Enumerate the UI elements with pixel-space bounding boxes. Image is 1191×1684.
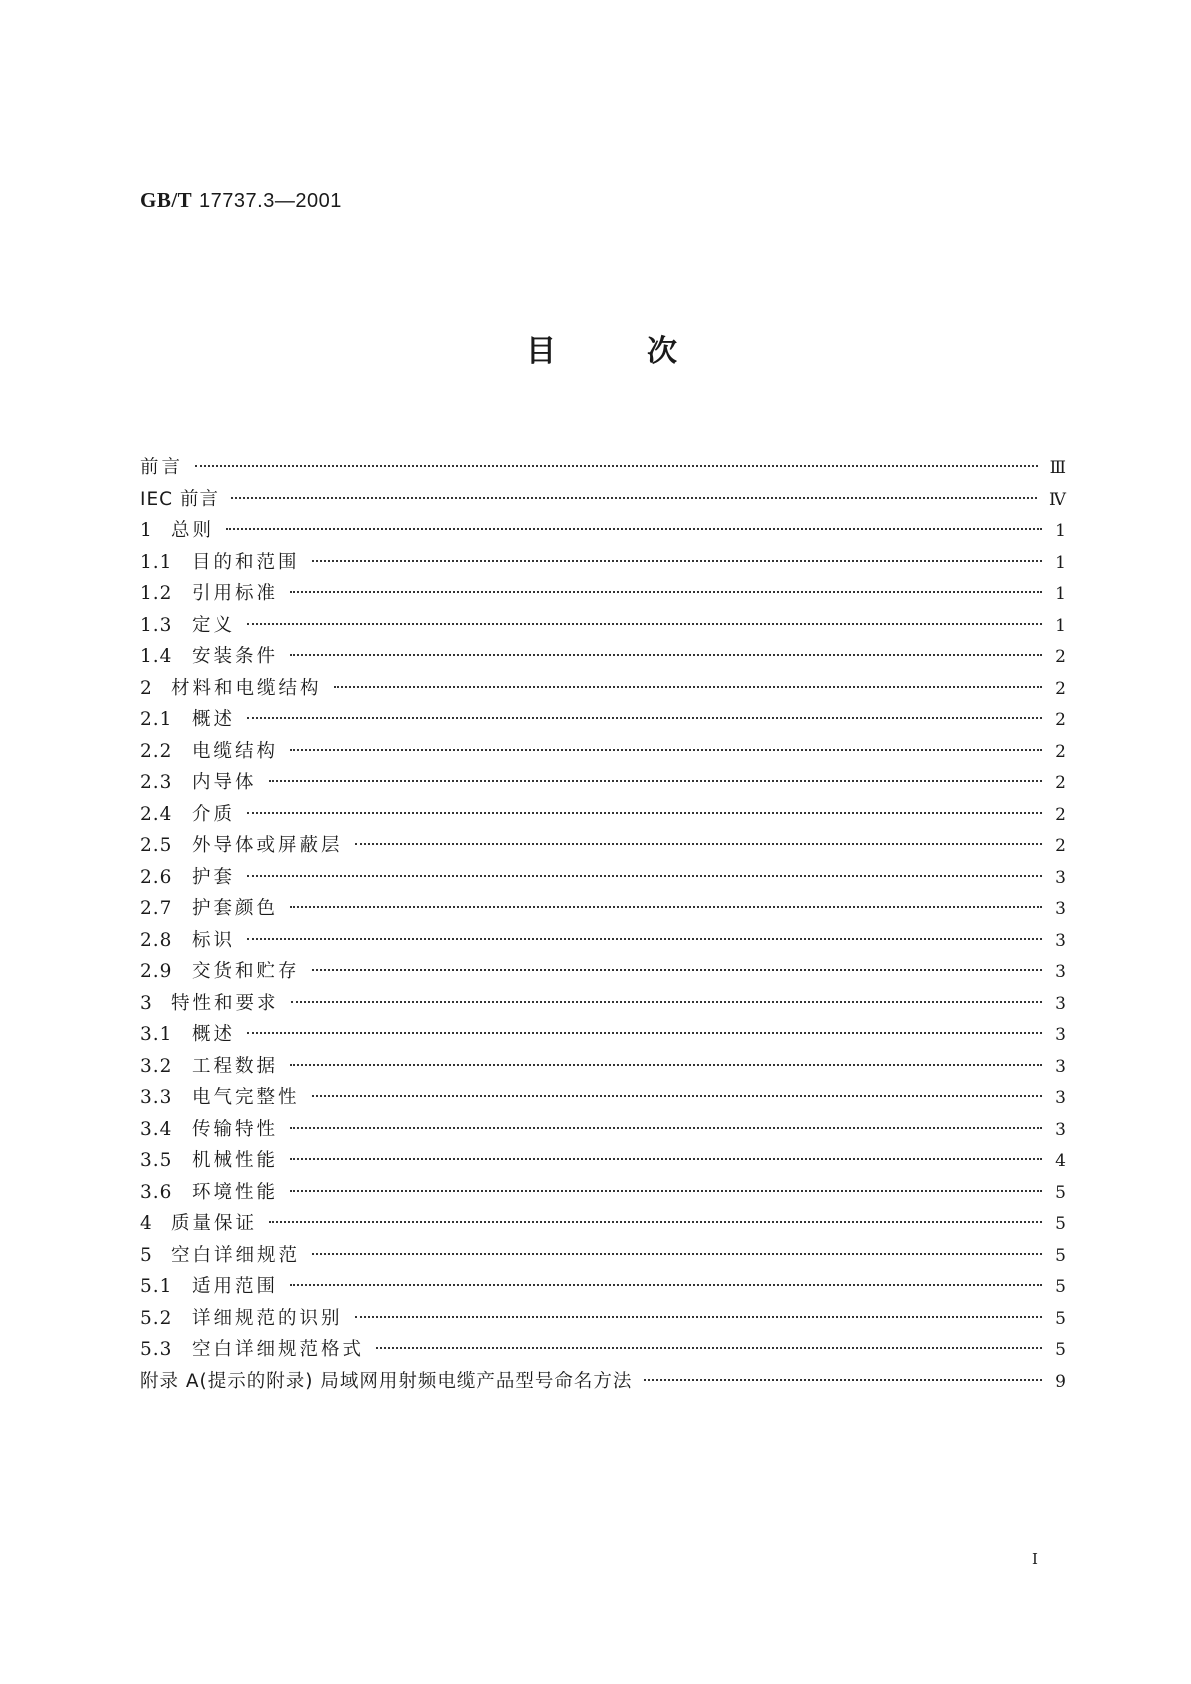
toc-dot-leader	[247, 875, 1042, 877]
toc-entry-page: 1	[1055, 552, 1066, 573]
toc-entry-page: 3	[1055, 1088, 1066, 1108]
toc-entry-page: 9	[1055, 1371, 1066, 1392]
toc-entry[interactable]	[140, 547, 1066, 579]
toc-entry-number: 2.8	[140, 929, 173, 951]
toc-entry[interactable]	[140, 862, 1066, 894]
toc-entry-number: 2.4	[140, 803, 173, 825]
toc-entry-label: 前言	[140, 457, 184, 478]
toc-dot-leader	[290, 1127, 1042, 1129]
toc-entry-number: 3	[140, 992, 153, 1014]
toc-entry-label: 特性和要求	[171, 992, 279, 1014]
toc-dot-leader	[644, 1379, 1042, 1381]
toc-entry-number: 1.2	[140, 583, 173, 604]
toc-entry-number: 4	[140, 1213, 153, 1234]
toc-entry[interactable]	[140, 830, 1066, 862]
toc-entry-page: 2	[1055, 710, 1066, 730]
toc-dot-leader	[247, 1032, 1042, 1034]
toc-entry-page: 1	[1055, 521, 1066, 541]
toc-dot-leader	[290, 749, 1042, 751]
toc-dot-leader	[312, 1253, 1042, 1255]
toc-entry[interactable]	[140, 641, 1066, 673]
toc-dot-leader	[312, 1095, 1042, 1097]
toc-entry[interactable]	[140, 1303, 1066, 1335]
toc-title-char-2: 次	[647, 334, 677, 369]
toc-dot-leader	[290, 1190, 1042, 1192]
toc-entry[interactable]	[140, 799, 1066, 831]
toc-entry-page: 1	[1055, 584, 1066, 604]
toc-dot-leader	[312, 969, 1042, 971]
toc-entry-label: 护套颜色	[192, 898, 279, 919]
toc-dot-leader	[247, 812, 1042, 814]
toc-entry[interactable]	[140, 956, 1066, 988]
toc-dot-leader	[269, 1221, 1042, 1223]
toc-entry-label: IEC 前言	[140, 488, 219, 510]
toc-entry-label: 目的和范围	[192, 551, 300, 573]
toc-entry-number: 1.3	[140, 614, 173, 636]
toc-entry-page: 2	[1055, 678, 1066, 699]
toc-entry-label: 适用范围	[192, 1276, 279, 1297]
toc-dot-leader	[231, 497, 1037, 499]
toc-entry-label: 标识	[192, 929, 236, 951]
toc-entry-page: 3	[1055, 1056, 1066, 1077]
toc-dot-leader	[290, 1158, 1042, 1160]
toc-entry-label: 外导体或屏蔽层	[192, 835, 343, 856]
toc-entry-label: 安装条件	[192, 646, 279, 667]
toc-entry[interactable]	[140, 988, 1066, 1020]
toc-dot-leader	[312, 560, 1042, 562]
toc-entry-label: 附录 A(提示的附录) 局域网用射频电缆产品型号命名方法	[140, 1370, 633, 1392]
toc-dot-leader	[195, 465, 1038, 467]
toc-entry-number: 1.4	[140, 646, 173, 667]
toc-entry-page: 5	[1055, 1340, 1066, 1360]
toc-entry-number: 5	[140, 1244, 153, 1266]
toc-entry[interactable]	[140, 1366, 1066, 1398]
toc-entry[interactable]	[140, 767, 1066, 799]
toc-entry-page: 2	[1055, 836, 1066, 856]
standard-code-prefix: GB/T	[140, 188, 193, 212]
toc-entry-number: 2.6	[140, 866, 173, 888]
toc-entry[interactable]	[140, 1177, 1066, 1209]
toc-entry-page: 5	[1055, 1214, 1066, 1234]
toc-entry[interactable]	[140, 1082, 1066, 1114]
toc-entry-page: 5	[1055, 1277, 1066, 1297]
toc-entry[interactable]	[140, 610, 1066, 642]
toc-entry-page: 3	[1055, 993, 1066, 1014]
toc-entry-label: 传输特性	[192, 1118, 279, 1140]
toc-entry-page: 3	[1055, 1025, 1066, 1045]
toc-entry-label: 护套	[192, 866, 236, 888]
standard-code	[140, 188, 342, 213]
toc-dot-leader	[334, 686, 1042, 688]
toc-entry-number: 2	[140, 677, 153, 699]
toc-entry-label: 电气完整性	[192, 1087, 300, 1108]
toc-entry-page: 3	[1055, 867, 1066, 888]
toc-dot-leader	[290, 1284, 1042, 1286]
toc-dot-leader	[226, 528, 1042, 530]
toc-entry-number: 3.4	[140, 1118, 173, 1140]
toc-dot-leader	[355, 843, 1042, 845]
toc-entry-page: 3	[1055, 962, 1066, 982]
toc-entry[interactable]	[140, 673, 1066, 705]
toc-dot-leader	[247, 938, 1042, 940]
toc-entry[interactable]	[140, 1240, 1066, 1272]
toc-entry-label: 材料和电缆结构	[171, 677, 322, 699]
toc-entry[interactable]	[140, 1208, 1066, 1240]
toc-dot-leader	[376, 1347, 1042, 1349]
toc-entry[interactable]	[140, 704, 1066, 736]
toc-entry-number: 3.5	[140, 1150, 173, 1171]
toc-entry-label: 总则	[171, 520, 215, 541]
toc-entry-label: 内导体	[192, 772, 257, 793]
toc-dot-leader	[247, 623, 1042, 625]
toc-entry-label: 定义	[192, 614, 236, 636]
toc-entry-number: 2.5	[140, 835, 173, 856]
toc-entry-page: 2	[1055, 773, 1066, 793]
toc-entry-label: 工程数据	[192, 1055, 279, 1077]
toc-entry-label: 概述	[192, 1024, 236, 1045]
toc-entry-label: 空白详细规范格式	[192, 1339, 365, 1360]
toc-entry-label: 空白详细规范	[171, 1244, 301, 1266]
toc-title	[526, 326, 677, 370]
toc-entry-number: 3.3	[140, 1087, 173, 1108]
toc-dot-leader	[290, 1064, 1042, 1066]
page-folio: Ⅰ	[1032, 1550, 1038, 1568]
toc-entry[interactable]	[140, 1019, 1066, 1051]
toc-entry-number: 2.7	[140, 898, 173, 919]
toc-entry-page: 2	[1055, 647, 1066, 667]
toc-entry[interactable]	[140, 1145, 1066, 1177]
toc-entry-number: 5.3	[140, 1339, 173, 1360]
toc-entry[interactable]	[140, 893, 1066, 925]
toc-entry-label: 质量保证	[171, 1213, 258, 1234]
standard-code-number: 17737.3—2001	[199, 190, 342, 212]
toc-entry-number: 2.3	[140, 772, 173, 793]
toc-entry-label: 环境性能	[192, 1181, 279, 1203]
toc-entry-label: 介质	[192, 803, 236, 825]
toc-entry-number: 1	[140, 520, 153, 541]
table-of-contents	[140, 452, 1066, 1397]
toc-entry[interactable]	[140, 1334, 1066, 1366]
toc-entry-page: Ⅳ	[1049, 489, 1066, 510]
toc-entry-page: 5	[1055, 1308, 1066, 1329]
toc-dot-leader	[291, 1001, 1042, 1003]
toc-entry-page: 4	[1055, 1151, 1066, 1171]
toc-title-char-1: 目	[526, 334, 556, 369]
toc-entry-number: 3.2	[140, 1055, 173, 1077]
toc-entry-page: 3	[1055, 1119, 1066, 1140]
toc-entry[interactable]	[140, 1114, 1066, 1146]
toc-entry-label: 概述	[192, 709, 236, 730]
toc-dot-leader	[355, 1316, 1042, 1318]
toc-entry[interactable]	[140, 452, 1066, 484]
toc-entry[interactable]	[140, 1271, 1066, 1303]
toc-entry-number: 2.1	[140, 709, 173, 730]
toc-entry-number: 3.1	[140, 1024, 173, 1045]
toc-entry[interactable]	[140, 925, 1066, 957]
toc-entry-page: Ⅲ	[1049, 458, 1066, 478]
toc-entry-number: 5.2	[140, 1307, 173, 1329]
toc-dot-leader	[247, 717, 1042, 719]
toc-entry-label: 电缆结构	[192, 740, 279, 762]
toc-entry-number: 1.1	[140, 551, 173, 573]
toc-entry-page: 2	[1055, 741, 1066, 762]
toc-dot-leader	[269, 780, 1042, 782]
toc-entry-label: 交货和贮存	[192, 961, 300, 982]
toc-entry[interactable]	[140, 1051, 1066, 1083]
toc-entry[interactable]	[140, 736, 1066, 768]
toc-entry-label: 详细规范的识别	[192, 1307, 343, 1329]
toc-dot-leader	[290, 906, 1042, 908]
toc-entry-label: 机械性能	[192, 1150, 279, 1171]
toc-entry-page: 2	[1055, 804, 1066, 825]
toc-entry-number: 3.6	[140, 1181, 173, 1203]
toc-entry-number: 5.1	[140, 1276, 173, 1297]
toc-entry-number: 2.2	[140, 740, 173, 762]
toc-entry[interactable]	[140, 515, 1066, 547]
toc-entry-number: 2.9	[140, 961, 173, 982]
toc-entry-label: 引用标准	[192, 583, 279, 604]
toc-entry-page: 3	[1055, 930, 1066, 951]
toc-entry-page: 1	[1055, 615, 1066, 636]
toc-entry-page: 5	[1055, 1245, 1066, 1266]
toc-entry[interactable]	[140, 484, 1066, 516]
toc-entry-page: 5	[1055, 1182, 1066, 1203]
toc-entry[interactable]	[140, 578, 1066, 610]
toc-dot-leader	[290, 654, 1042, 656]
toc-dot-leader	[290, 591, 1042, 593]
toc-entry-page: 3	[1055, 899, 1066, 919]
